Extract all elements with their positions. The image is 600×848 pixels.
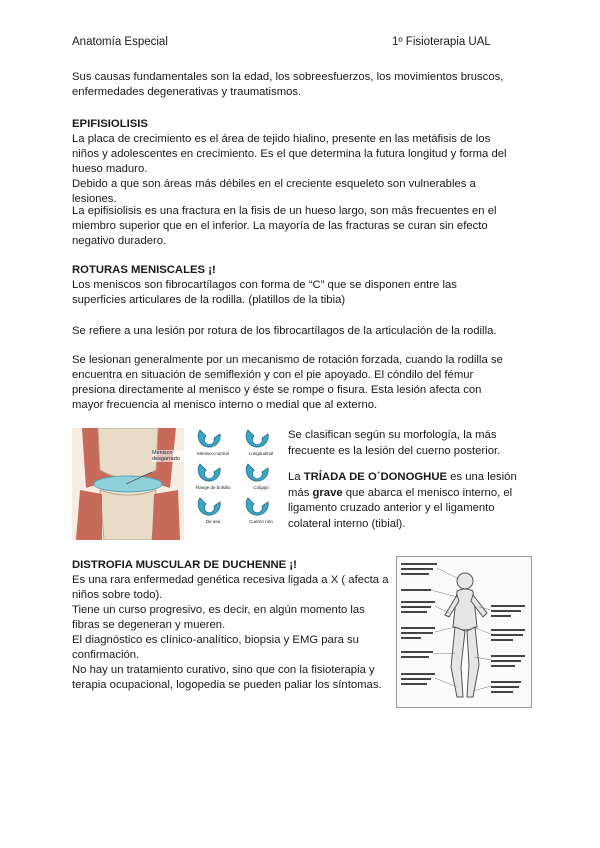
meniscus-label-colgajo: Colgajo: [253, 485, 269, 490]
triad-text-pre: La: [288, 471, 304, 483]
duchenne-paragraph-3: El diagnóstico es clínico-analítico, biopsia y EMG para su confirmación.: [72, 634, 359, 661]
duchenne-paragraph-1: Es una rara enfermedad genética recesiva ligada a X ( afecta a niños sobre todo).: [72, 574, 389, 601]
meniscus-types-diagram: [190, 426, 286, 532]
duchenne-paragraph-4: No hay un tratamiento curativo, sino que con la fisioterapia y terapia ocupacional, logopedia se pueden paliar los síntomas.: [72, 664, 382, 691]
triad-severity: grave: [312, 486, 343, 499]
meniscus-label-asa: De asa: [205, 519, 221, 524]
header-subject: Anatomía Especial: [72, 36, 168, 48]
meniscus-types-svg: [190, 426, 286, 532]
roturas-paragraph-2: Se refiere a una lesión por rotura de los fibrocartílagos de la articulación de la rodilla.: [72, 325, 497, 337]
epifisiolisis-heading: EPIFISIOLISIS: [72, 118, 148, 130]
roturas-side-paragraph-2: [288, 470, 518, 532]
meniscus-label-flange: Flange de bolsillo: [195, 485, 231, 490]
duchenne-illustration: [396, 556, 532, 708]
meniscus-label-normal: Menisco normal: [197, 451, 229, 456]
meniscus-shape: [246, 430, 268, 447]
roturas-side-paragraph-1: Se clasifican según su morfología, la más frecuente es la lesión del cuerno posterior.: [288, 429, 501, 457]
epifisiolisis-paragraph-1: La placa de crecimiento es el área de tejido hialino, presente en las metáfisis de los niños y adolescentes en crecimiento. Es el que determina la futura longitud y forma del hueso maduro.: [72, 133, 507, 175]
duchenne-paragraph-2: Tiene un curso progresivo, es decir, en algún momento las fibras se degeneran y mueren.: [72, 604, 365, 631]
meniscus-shape: [246, 498, 268, 515]
knee-label: Menisco desgarrado: [152, 450, 186, 462]
duchenne-heading: DISTROFIA MUSCULAR DE DUCHENNE ¡!: [72, 559, 297, 571]
meniscus-shape: [246, 464, 268, 481]
meniscus-shape: [198, 498, 220, 515]
meniscus-label-cuerno: Cuerno roto: [249, 519, 273, 524]
epifisiolisis-paragraph-3: La epifisiolisis es una fractura en la fisis de un hueso largo, son más frecuentes en el miembro superior que en el inferior. La mayoría de las fracturas se curan sin efecto negativo duradero.: [72, 205, 497, 247]
header-course: 1º Fisioterapia UAL: [392, 36, 491, 48]
roturas-paragraph-1: Los meniscos son fibrocartílagos con forma de “C” que se disponen entre las superficies articulares de la rodilla. (platillos de la tibia): [72, 279, 457, 306]
roturas-paragraph-3: Se lesionan generalmente por un mecanismo de rotación forzada, cuando la rodilla se encuentra en situación de semiflexión y con el pie apoyado. El cóndilo del fémur presiona directamente al menisco y éste se rompe o fisura. Esta lesión afecta con mayor frecuencia al menisco interno o medial que al externo.: [72, 354, 503, 411]
meniscus-shape: [198, 430, 220, 447]
meniscus-label-longitudinal: Longitudinal: [248, 451, 274, 456]
triad-text-post: que abarca el menisco interno, el ligamento cruzado anterior y el ligamento colateral interno (tibial).: [288, 486, 513, 530]
roturas-heading: ROTURAS MENISCALES ¡!: [72, 264, 216, 276]
epifisiolisis-paragraph-2: Debido a que son áreas más débiles en el creciente esqueleto son vulnerables a lesiones.: [72, 178, 476, 205]
duchenne-text-block: [72, 573, 390, 693]
triad-name: TRÍADA DE O´DONOGHUE: [303, 471, 448, 483]
knee-illustration: [72, 428, 184, 540]
intro-paragraph: Sus causas fundamentales son la edad, los sobreesfuerzos, los movimientos bruscos, enfermedades degenerativas y traumatismos.: [72, 71, 504, 98]
meniscus-shape: [198, 464, 220, 481]
triad-text-mid: es una lesión más: [288, 471, 517, 499]
